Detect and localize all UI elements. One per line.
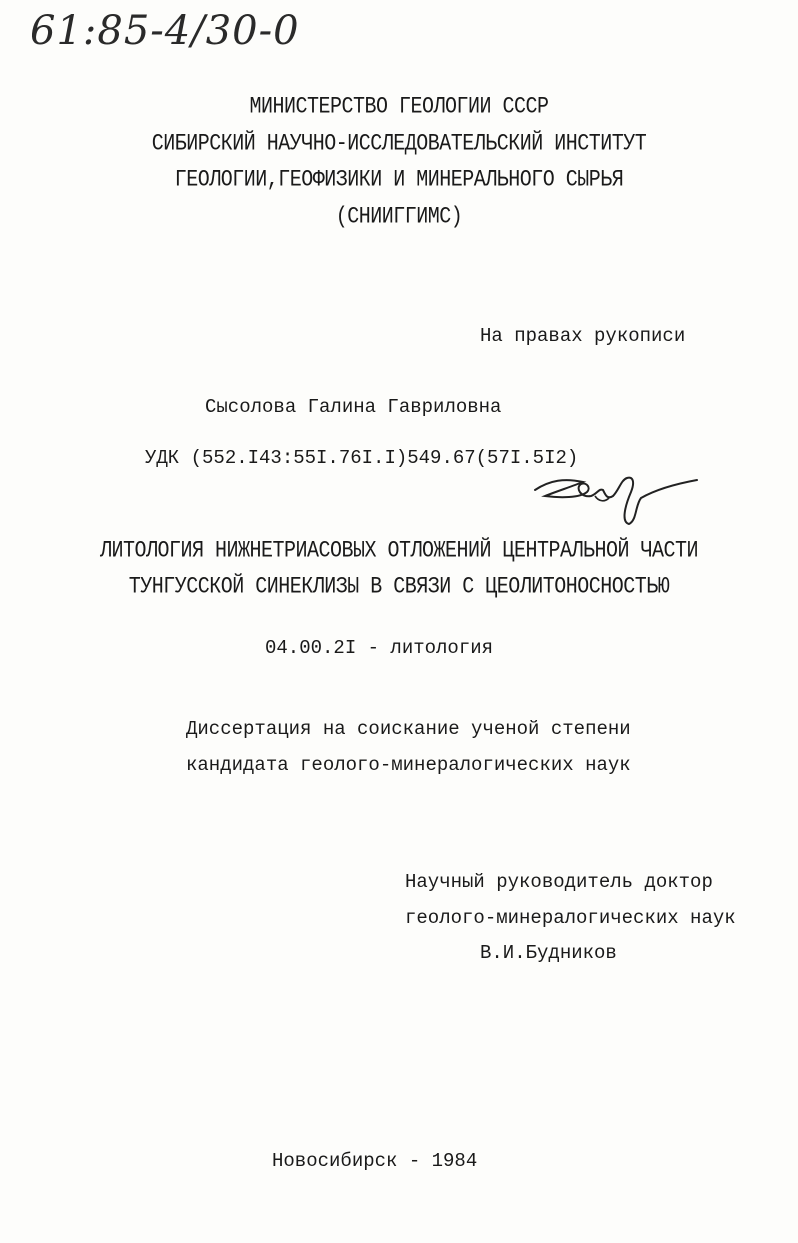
institute-line: СИБИРСКИЙ НАУЧНО-ИССЛЕДОВАТЕЛЬСКИЙ ИНСТИТУТ: [151, 131, 647, 158]
thesis-title-line-2: ТУНГУССКОЙ СИНЕКЛИЗЫ В СВЯЗИ С ЦЕОЛИТОНОСНОСТЬЮ: [128, 574, 670, 601]
signature-graphic: [525, 462, 705, 532]
manuscript-note: На правах рукописи: [480, 325, 686, 347]
city-year: Новосибирск - 1984: [272, 1150, 478, 1172]
institute-abbreviation: (СНИИГГИМС): [335, 204, 463, 231]
dissertation-line-2: кандидата геолого-минералогических наук: [186, 754, 631, 776]
supervisor-line-2: геолого-минералогических наук: [405, 907, 736, 929]
ministry-line: МИНИСТЕРСТВО ГЕОЛОГИИ СССР: [249, 94, 549, 121]
archive-mark-handwritten: 61:85-4/30-0: [30, 8, 300, 54]
institute-line-2: ГЕОЛОГИИ,ГЕОФИЗИКИ И МИНЕРАЛЬНОГО СЫРЬЯ: [174, 167, 624, 194]
udk-code: УДК (552.I43:55I.76I.I)549.67(57I.5I2): [145, 447, 579, 469]
supervisor-line-1: Научный руководитель доктор: [405, 871, 713, 893]
specialty-code: 04.00.2I - литология: [265, 637, 494, 659]
dissertation-line-1: Диссертация на соискание ученой степени: [186, 718, 631, 740]
author-name: Сысолова Галина Гавриловна: [205, 396, 502, 418]
supervisor-name: В.И.Будников: [480, 942, 617, 964]
thesis-title-line-1: ЛИТОЛОГИЯ НИЖНЕТРИАСОВЫХ ОТЛОЖЕНИЙ ЦЕНТРАЛЬНОЙ ЧАСТИ: [99, 538, 699, 565]
